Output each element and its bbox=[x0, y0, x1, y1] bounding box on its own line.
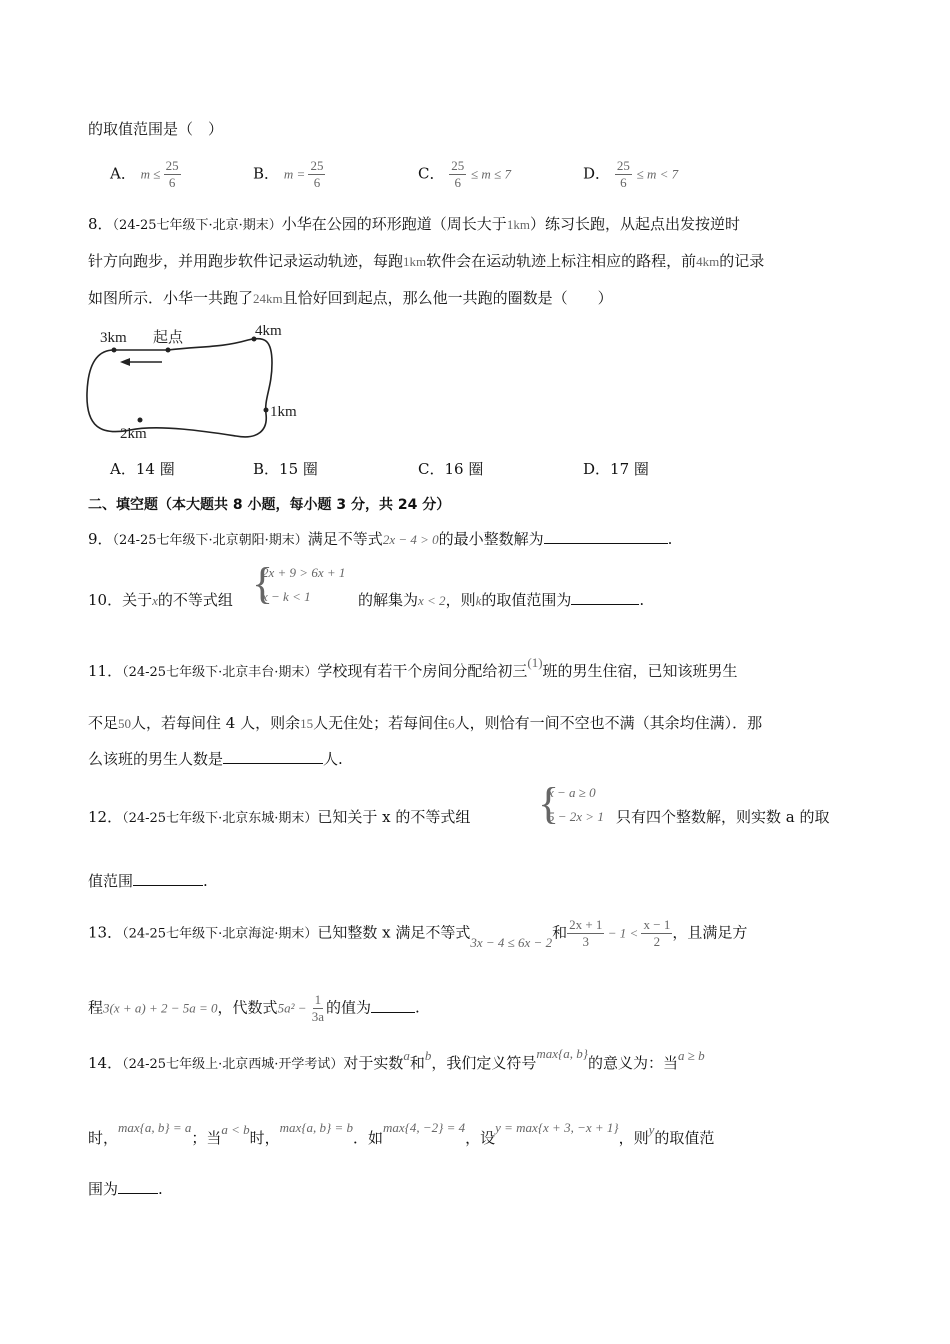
start-point bbox=[166, 348, 171, 353]
option-label: A． bbox=[110, 460, 136, 478]
q9-text: 的最小整数解为 bbox=[438, 530, 544, 548]
q13-text: ，代数式 bbox=[217, 998, 278, 1017]
option-math: ≤ m ≤ 7 bbox=[471, 166, 511, 182]
question-source: （24-25七年级下·北京东城·期末） bbox=[122, 811, 318, 826]
option-math: m ≤ bbox=[140, 166, 164, 182]
q8-option-d[interactable] bbox=[583, 458, 649, 480]
answer-blank[interactable] bbox=[133, 871, 203, 886]
q8-text: 且恰好回到起点，那么他一共跑的圈数是（ ） bbox=[282, 289, 613, 307]
inline-math: max{4, −2} = 4 bbox=[383, 1120, 466, 1135]
fraction: $\frac{25}{6}$ bbox=[451, 158, 465, 190]
option-label: A． bbox=[110, 164, 136, 183]
inline-math: 6 bbox=[448, 716, 455, 731]
fraction: $\frac{2x + 1}{3}$ bbox=[569, 917, 603, 949]
answer-blank[interactable] bbox=[118, 1179, 158, 1194]
q11-text: 不足 bbox=[88, 714, 119, 732]
option-text: 16 圈 bbox=[444, 460, 484, 478]
option-label: C． bbox=[418, 164, 445, 183]
inline-math: a < b bbox=[221, 1122, 250, 1137]
q7-option-b[interactable] bbox=[253, 158, 325, 191]
option-label: B． bbox=[253, 164, 280, 183]
q14-text: 时， bbox=[88, 1129, 119, 1147]
q12-text: 只有四个整数解，则实数 a 的取 bbox=[616, 808, 830, 826]
option-label: D． bbox=[583, 460, 611, 478]
q8-option-c[interactable] bbox=[418, 458, 483, 480]
q11-text: 人无住处；若每间住 bbox=[313, 714, 449, 732]
fraction: $\frac{25}{6}$ bbox=[616, 158, 630, 190]
q14-text: ；当 bbox=[191, 1129, 222, 1147]
q11-text: 学校现有若干个房间分配给初三 bbox=[317, 662, 528, 680]
q13-text: 的值为 bbox=[326, 998, 372, 1017]
q11-line-1 bbox=[88, 655, 738, 684]
option-label: B． bbox=[253, 460, 280, 478]
q11-text: 人. bbox=[323, 750, 343, 768]
q11-line-3 bbox=[88, 748, 343, 770]
question-source: （24-25七年级下·北京·期末） bbox=[112, 218, 282, 233]
q13-line-2 bbox=[88, 992, 420, 1025]
answer-blank[interactable] bbox=[544, 529, 668, 544]
system-eq2: 5 − 2x > 1 bbox=[548, 809, 604, 824]
q11-text: 人，若每间住 4 人，则余 bbox=[131, 714, 301, 732]
q11-line-2 bbox=[88, 712, 762, 735]
section-title: 二、填空题（本大题共 8 小题，每小题 3 分，共 24 分） bbox=[88, 497, 451, 513]
q14-text: 对于实数 bbox=[343, 1054, 404, 1072]
q7-option-a[interactable] bbox=[110, 158, 181, 191]
question-number: 13． bbox=[88, 923, 123, 942]
q8-text: 小华在公园的环形跑道（周长大于 bbox=[281, 215, 507, 233]
inline-math: max{a, b} bbox=[536, 1046, 588, 1061]
inline-math: 2x − 4 > 0 bbox=[382, 532, 439, 547]
q11-text: 人，则恰有一间不空也不满（其余均住满）．那 bbox=[454, 714, 763, 732]
question-number: 8． bbox=[88, 215, 113, 233]
inline-math: 15 bbox=[300, 716, 314, 731]
q8-line-3 bbox=[88, 287, 613, 310]
math-unit: 24km bbox=[253, 291, 283, 306]
inline-math: 5a² − bbox=[277, 1000, 310, 1016]
inline-math: max{a, b} = b bbox=[279, 1120, 353, 1135]
q14-text: ，我们定义符号 bbox=[431, 1054, 537, 1072]
inline-math: a bbox=[403, 1048, 410, 1063]
option-math: m = bbox=[283, 166, 309, 182]
point-1km bbox=[264, 408, 269, 413]
system-eq1: x − a ≥ 0 bbox=[548, 785, 596, 800]
q8-text: 如图所示．小华一共跑了 bbox=[88, 289, 254, 307]
answer-blank[interactable] bbox=[571, 590, 639, 605]
q10-text: 的不等式组 bbox=[157, 591, 233, 609]
inline-math: 50 bbox=[118, 716, 132, 731]
q10-text: 的解集为 bbox=[358, 591, 419, 609]
question-number: 10． bbox=[88, 591, 123, 609]
q14-text: 的取值范 bbox=[654, 1129, 715, 1147]
label-3km: 3km bbox=[100, 330, 127, 346]
math-unit: 1km bbox=[506, 217, 530, 232]
q11-text: 么该班的男生人数是 bbox=[88, 750, 224, 768]
q8-text: ）练习长跑，从起点出发按逆时 bbox=[529, 215, 740, 233]
arrow-head bbox=[120, 358, 130, 366]
q8-text: 的记录 bbox=[719, 252, 765, 270]
q10-system bbox=[252, 559, 362, 608]
math-unit: 1km bbox=[403, 254, 427, 269]
system-eq2: x − k < 1 bbox=[262, 589, 311, 604]
inline-math: y bbox=[648, 1122, 655, 1137]
point-3km bbox=[112, 348, 117, 353]
track-diagram bbox=[80, 318, 310, 448]
q12-line-2 bbox=[88, 870, 208, 892]
question-source: （24-25七年级下·北京朝阳·期末） bbox=[112, 533, 308, 548]
q12-line-1-cont bbox=[616, 806, 829, 828]
inline-math: 3(x + a) + 2 − 5a = 0 bbox=[103, 1000, 218, 1016]
q11-text: 班的男生住宿，已知该班男生 bbox=[542, 662, 738, 680]
q13-text: 程 bbox=[88, 998, 104, 1017]
q14-text: ．如 bbox=[352, 1129, 383, 1147]
q7-option-c[interactable] bbox=[418, 158, 511, 191]
inline-math: − 1 < bbox=[604, 925, 642, 941]
q7-stem-tail bbox=[88, 118, 223, 140]
q8-line-1 bbox=[88, 213, 740, 237]
q13-end: . bbox=[415, 998, 420, 1017]
q14-text: 和 bbox=[409, 1054, 425, 1072]
inline-math: 3x − 4 ≤ 6x − 2 bbox=[470, 934, 553, 950]
option-label: C． bbox=[418, 460, 445, 478]
question-number: 12． bbox=[88, 808, 123, 826]
answer-blank[interactable] bbox=[223, 749, 323, 764]
label-1km: 1km bbox=[270, 404, 297, 420]
q14-end: . bbox=[158, 1180, 163, 1198]
inline-math: x bbox=[152, 593, 158, 608]
q10-text: 的取值范围为 bbox=[481, 591, 572, 609]
q14-text: 围为 bbox=[88, 1180, 119, 1198]
q13-text: 和 bbox=[552, 923, 568, 942]
q8-text: 针方向跑步，并用跑步软件记录运动轨迹，每跑 bbox=[88, 252, 404, 270]
answer-blank[interactable] bbox=[371, 998, 415, 1013]
q12-system bbox=[538, 779, 628, 828]
q12-end: . bbox=[203, 872, 208, 890]
option-text: 17 圈 bbox=[610, 460, 649, 478]
q10-end: . bbox=[639, 591, 645, 609]
question-number: 11． bbox=[88, 662, 123, 680]
fraction: $\frac{25}{6}$ bbox=[310, 158, 324, 190]
q9-end: . bbox=[667, 530, 673, 548]
q10-line bbox=[88, 589, 233, 612]
question-source: （24-25七年级下·北京海淀·期末） bbox=[122, 926, 318, 942]
label-4km: 4km bbox=[255, 323, 282, 339]
q12-text: 已知关于 x 的不等式组 bbox=[317, 808, 471, 826]
option-math: ≤ m < 7 bbox=[636, 166, 679, 182]
inline-math: a ≥ b bbox=[677, 1048, 705, 1063]
question-number: 14． bbox=[88, 1054, 123, 1072]
option-text: 14 圈 bbox=[135, 460, 175, 478]
q14-text: 的意义为：当 bbox=[587, 1054, 678, 1072]
q9-line bbox=[88, 528, 672, 552]
q14-text: ，设 bbox=[465, 1129, 496, 1147]
inline-math: x < 2 bbox=[418, 593, 446, 608]
q12-text: 值范围 bbox=[88, 872, 134, 890]
question-source: （24-25七年级下·北京丰台·期末） bbox=[122, 665, 318, 680]
q14-line-3 bbox=[88, 1178, 163, 1200]
inline-math: y = max{x + 3, −x + 1} bbox=[495, 1120, 619, 1135]
q14-text: 时， bbox=[249, 1129, 280, 1147]
q7-tail-text: 的取值范围是（ ） bbox=[88, 120, 224, 138]
question-number: 9． bbox=[88, 530, 113, 548]
q13-text: ，且满足方 bbox=[672, 923, 748, 942]
q8-option-b[interactable] bbox=[253, 458, 318, 480]
q14-line-1 bbox=[88, 1046, 705, 1076]
q14-line-2 bbox=[88, 1120, 715, 1150]
q13-line-1 bbox=[88, 917, 747, 950]
inline-math: (1) bbox=[527, 655, 543, 670]
fraction: $\frac{1}{3a}$ bbox=[311, 992, 325, 1024]
system-eq1: 2x + 9 > 6x + 1 bbox=[262, 565, 346, 580]
label-2km: 2km bbox=[120, 426, 147, 442]
q9-text: 满足不等式 bbox=[307, 530, 383, 548]
inline-math: b bbox=[424, 1048, 432, 1063]
label-start: 起点 bbox=[153, 328, 184, 346]
inline-math: max{a, b} = a bbox=[118, 1120, 192, 1135]
q8-option-a[interactable] bbox=[110, 458, 175, 480]
q7-option-d[interactable] bbox=[583, 158, 678, 191]
option-text: 15 圈 bbox=[279, 460, 318, 478]
q12-line-1 bbox=[88, 806, 470, 830]
inline-math: k bbox=[475, 593, 482, 608]
brace: { bbox=[538, 779, 560, 828]
q8-line-2 bbox=[88, 250, 764, 273]
q10-text: ，则 bbox=[445, 591, 476, 609]
point-2km bbox=[138, 418, 143, 423]
option-label: D． bbox=[583, 164, 611, 183]
brace: { bbox=[252, 559, 274, 608]
fraction: $\frac{x - 1}{2}$ bbox=[643, 917, 671, 949]
q13-text: 已知整数 x 满足不等式 bbox=[317, 923, 471, 942]
q10-text: 关于 bbox=[122, 591, 153, 609]
math-unit: 4km bbox=[696, 254, 720, 269]
q10-line-cont bbox=[358, 589, 644, 612]
fraction: $\frac{25}{6}$ bbox=[165, 158, 179, 190]
q8-text: 软件会在运动轨迹上标注相应的路程，前 bbox=[426, 252, 697, 270]
question-source: （24-25七年级上·北京西城·开学考试） bbox=[122, 1057, 344, 1072]
running-track-loop bbox=[87, 339, 272, 437]
q14-text: ，则 bbox=[618, 1129, 649, 1147]
section-heading bbox=[88, 494, 450, 516]
